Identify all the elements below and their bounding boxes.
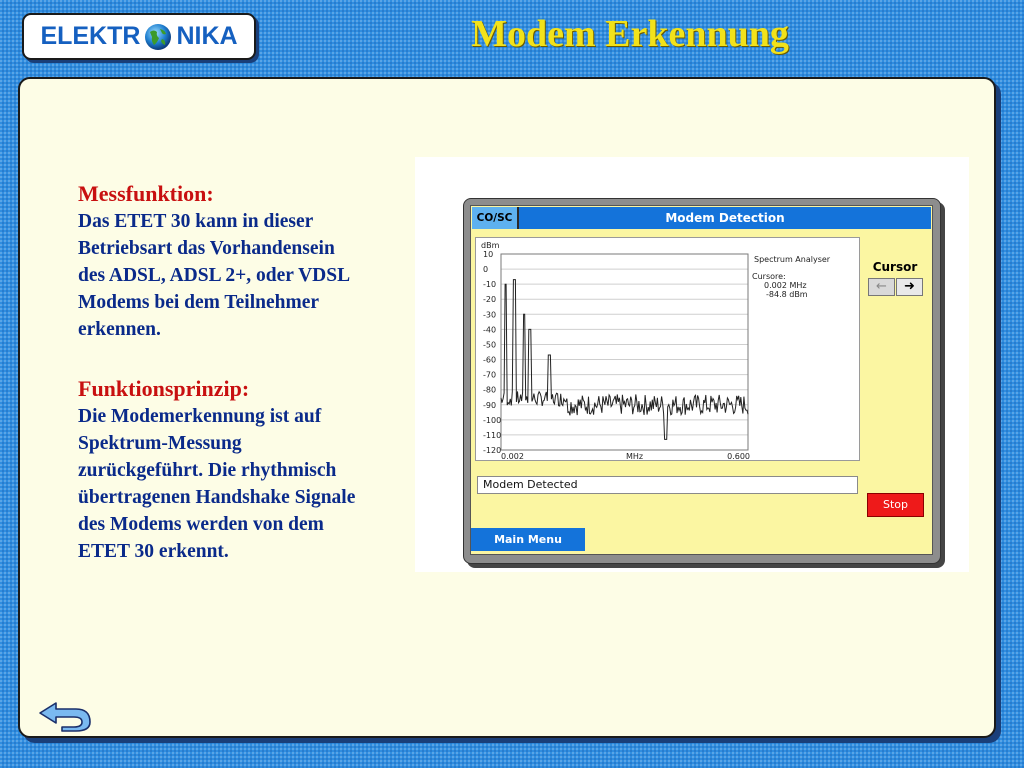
section-line: zurückgeführt. Die rhythmisch [78,460,337,481]
section-messfunktion [78,180,418,343]
cursor-label: Cursor [872,260,918,274]
logo-text-left: ELEKTR [40,22,141,50]
main-menu-button[interactable]: Main Menu [471,528,585,551]
y-tick-label: 10 [483,250,494,259]
section-heading: Messfunktion: [78,181,214,206]
logo-text-right: NIKA [176,22,238,50]
y-tick-label: -60 [483,355,497,365]
page-title: Modem Erkennung [471,13,789,55]
y-tick-label: -100 [483,415,502,425]
y-tick-label: -10 [483,280,497,290]
stop-button[interactable]: Stop [867,493,924,517]
x-tick-label: 0.002 [501,452,524,460]
co-sc-tab[interactable]: CO/SC [472,207,519,229]
section-line: ETET 30 erkennt. [78,541,229,562]
globe-icon [144,23,172,51]
section-funktionsprinzip [78,375,418,565]
section-line: Das ETET 30 kann in dieser [78,211,314,232]
y-tick-label: -70 [483,370,497,380]
back-arrow-icon[interactable] [36,700,94,732]
y-tick-label: -30 [483,310,497,320]
spectrum-chart [476,238,859,460]
y-tick-label: -120 [483,446,502,455]
section-line: des ADSL, ADSL 2+, oder VDSL [78,265,351,286]
section-line: des Modems werden von dem [78,514,324,535]
section-line: Die Modemerkennung ist auf [78,406,322,427]
y-tick-label: -110 [483,430,502,440]
cursor-right-button[interactable]: ➜ [896,278,923,296]
y-axis [483,250,501,455]
chart-title: Spectrum Analyser [754,255,831,264]
plot-frame [501,254,748,450]
section-heading: Funktionsprinzip: [78,376,250,401]
spectrum-graph-box [475,237,860,461]
section-line: Modems bei dem Teilnehmer [78,292,320,313]
section-line: erkennen. [78,319,161,340]
screen-header: Modem Detection [519,207,931,229]
cursor-frequency: 0.002 MHz [764,281,807,290]
y-tick-label: -80 [483,385,497,395]
y-tick-label: 0 [483,265,489,275]
x-axis-label: MHz [625,452,644,460]
section-line: Spektrum-Messung [78,433,242,454]
detection-status: Modem Detected [477,476,858,494]
y-axis-label: dBm [481,241,500,250]
y-tick-label: -40 [483,325,497,335]
y-tick-label: -50 [483,340,497,350]
grid-lines [501,254,748,450]
elektronika-logo [22,13,256,60]
cursor-left-button[interactable]: ← [868,278,895,296]
cursor-heading: Cursore: [752,272,786,281]
x-tick-label: 0.600 [727,452,750,460]
y-tick-label: -20 [483,295,497,305]
cursor-level: -84.8 dBm [766,290,808,299]
section-line: Betriebsart das Vorhandensein [78,238,335,259]
section-line: übertragenen Handshake Signale [78,487,356,508]
y-tick-label: -90 [483,400,497,410]
